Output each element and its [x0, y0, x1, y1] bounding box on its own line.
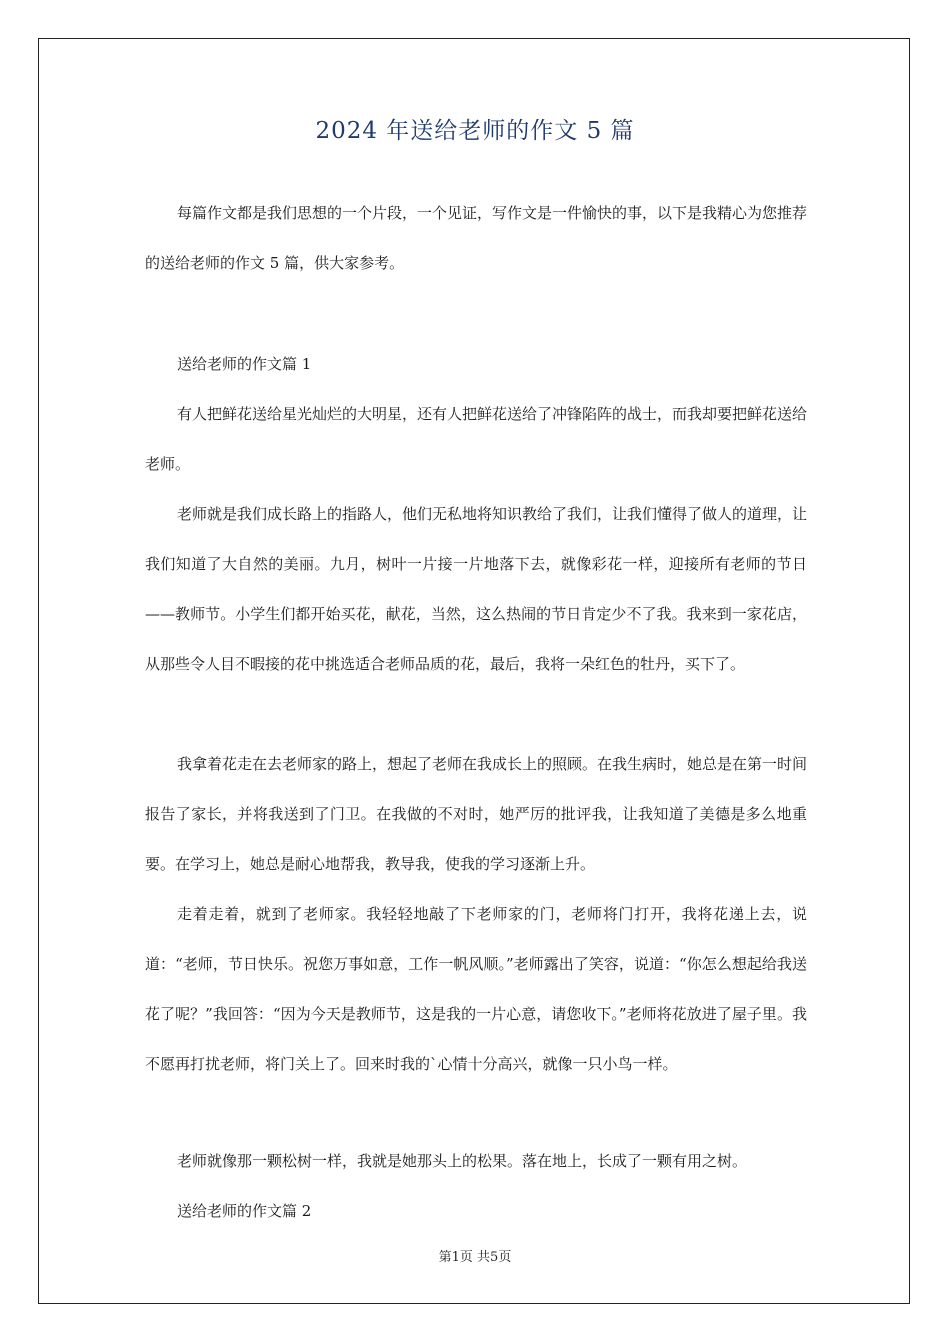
section-heading-1: 送给老师的作文篇 1 — [177, 355, 312, 373]
page-footer: 第1页 共5页 — [438, 1250, 512, 1265]
body-paragraph-5: 老师就像那一颗松树一样，我就是她那头上的松果。落在地上，长成了一颗有用之树。 — [177, 1152, 748, 1170]
body-paragraph-1: 有人把鲜花送给星光灿烂的大明星，还有人把鲜花送给了冲锋陷阵的战士，而我却要把鲜花送给老师。 — [145, 405, 808, 473]
document-title: 2024 年送给老师的作文 5 篇 — [315, 118, 635, 144]
body-paragraph-4: 走着走着，就到了老师家。我轻轻地敲了下老师家的门，老师将门打开，我将花递上去，说道：“老师，节日快乐。祝您万事如意，工作一帆风顺。”老师露出了笑容，说道：“你怎么想起给我送花了呢？”我回答：“因为今天是教师节，这是我的一片心意，请您收下。”老师将花放进了屋子里。我不愿再打扰老师，将门关上了。回来时我的`心情十分高兴，就像一只小鸟一样。 — [145, 905, 807, 1073]
intro-paragraph: 每篇作文都是我们思想的一个片段，一个见证，写作文是一件愉快的事，以下是我精心为您推荐的送给老师的作文 5 篇，供大家参考。 — [145, 204, 808, 272]
body-paragraph-3: 我拿着花走在去老师家的路上，想起了老师在我成长上的照顾。在我生病时，她总是在第一时间报告了家长，并将我送到了门卫。在我做的不对时，她严厉的批评我，让我知道了美德是多么地重要。在学习上，她总是耐心地帮我，教导我，使我的学习逐渐上升。 — [145, 755, 808, 873]
body-paragraph-2: 老师就是我们成长路上的指路人，他们无私地将知识教给了我们，让我们懂得了做人的道理，让我们知道了大自然的美丽。九月，树叶一片接一片地落下去，就像彩花一样，迎接所有老师的节日——教师节。小学生们都开始买花，献花，当然，这么热闹的节日肯定少不了我。我来到一家花店，从那些令人目不暇接的花中挑选适合老师品质的花，最后，我将一朵红色的牡丹，买下了。 — [145, 505, 808, 673]
section-heading-2: 送给老师的作文篇 2 — [177, 1202, 312, 1220]
